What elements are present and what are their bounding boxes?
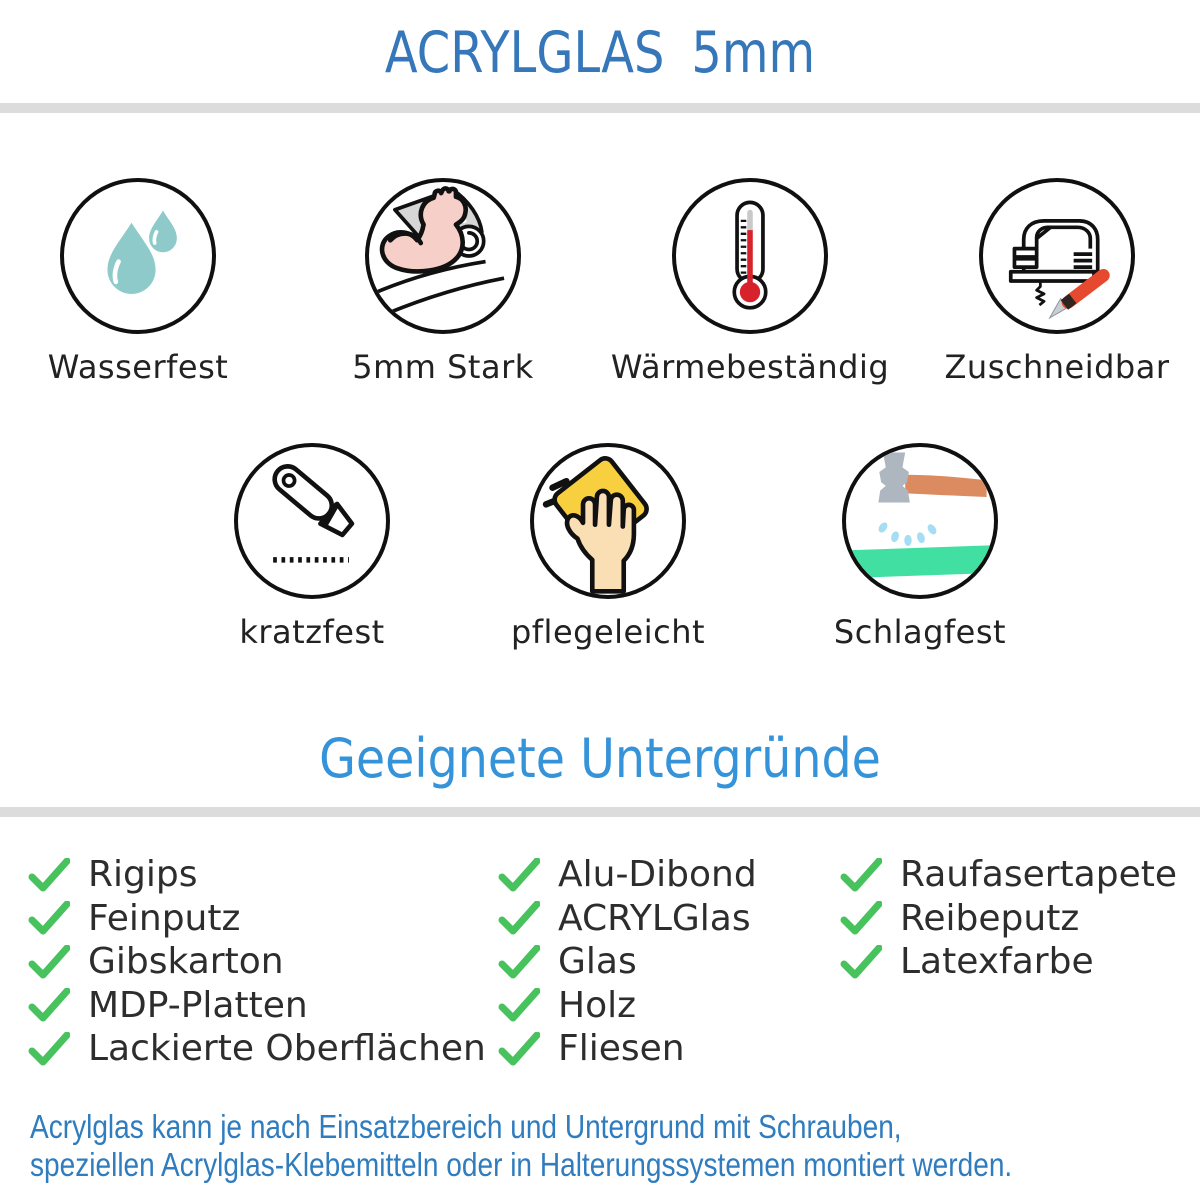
check-icon <box>498 1032 540 1066</box>
surface-label: Reibeputz <box>900 897 1080 939</box>
cleaning-hand-cloth-icon <box>530 443 686 599</box>
check-icon <box>840 901 882 935</box>
surface-label: Feinputz <box>88 897 241 939</box>
feature-5mm-stark <box>293 178 593 386</box>
hammer-impact-icon <box>842 443 998 599</box>
list-item <box>28 897 486 941</box>
surface-column-1 <box>28 853 486 1071</box>
feature-label: Wärmebeständig <box>610 348 890 386</box>
divider-bar <box>0 103 1200 113</box>
surface-label: MDP-Platten <box>88 984 308 1026</box>
section-title-untergruende: Geeignete Untergründe <box>319 727 881 790</box>
surface-label: Glas <box>558 941 637 983</box>
check-icon <box>498 901 540 935</box>
surface-label: Latexfarbe <box>900 941 1094 983</box>
list-item <box>28 1027 486 1071</box>
check-icon <box>28 901 70 935</box>
mounting-note-line2: speziellen Acrylglas-Klebemitteln oder in Halterungssystemen montiert werden. <box>30 1146 1013 1183</box>
water-drops-icon <box>60 178 216 334</box>
mounting-note-line1: Acrylglas kann je nach Einsatzbereich und Untergrund mit Schrauben, <box>30 1108 902 1145</box>
feature-waermebestaendig <box>600 178 900 386</box>
feature-schlagfest <box>770 443 1070 651</box>
surface-label: Holz <box>558 984 636 1026</box>
feature-label: Wasserfest <box>47 348 229 386</box>
list-item <box>498 853 757 897</box>
surface-label: Fliesen <box>558 1028 685 1070</box>
page-title: ACRYLGLAS 5mm <box>384 20 816 86</box>
feature-label: Zuschneidbar <box>944 348 1170 386</box>
check-icon <box>840 945 882 979</box>
list-item <box>840 940 1177 984</box>
surface-label: Gibskarton <box>88 941 284 983</box>
check-icon <box>28 1032 70 1066</box>
feature-zuschneidbar <box>907 178 1200 386</box>
list-item <box>498 984 757 1028</box>
feature-label: Schlagfest <box>833 613 1007 651</box>
list-item <box>498 1027 757 1071</box>
jigsaw-cutter-icon <box>979 178 1135 334</box>
surface-label: ACRYLGlas <box>558 897 751 939</box>
thermometer-icon <box>672 178 828 334</box>
surface-column-3 <box>840 853 1177 984</box>
list-item <box>28 853 486 897</box>
feature-wasserfest <box>0 178 288 386</box>
check-icon <box>498 988 540 1022</box>
list-item <box>28 984 486 1028</box>
utility-knife-icon <box>234 443 390 599</box>
mounting-note <box>30 1108 1012 1184</box>
list-item <box>498 940 757 984</box>
feature-kratzfest <box>162 443 462 651</box>
feature-pflegeleicht <box>458 443 758 651</box>
divider-bar <box>0 807 1200 817</box>
check-icon <box>28 858 70 892</box>
check-icon <box>840 858 882 892</box>
feature-label: 5mm Stark <box>352 348 534 386</box>
flexed-biceps-roll-icon <box>365 178 521 334</box>
list-item <box>28 940 486 984</box>
check-icon <box>28 945 70 979</box>
feature-label: kratzfest <box>239 613 385 651</box>
check-icon <box>498 858 540 892</box>
list-item <box>498 897 757 941</box>
list-item <box>840 853 1177 897</box>
surface-label: Raufasertapete <box>900 854 1177 896</box>
surface-column-2 <box>498 853 757 1071</box>
surface-label: Rigips <box>88 854 198 896</box>
surface-label: Alu-Dibond <box>558 854 757 896</box>
check-icon <box>498 945 540 979</box>
surface-label: Lackierte Oberflächen <box>88 1028 486 1070</box>
list-item <box>840 897 1177 941</box>
check-icon <box>28 988 70 1022</box>
feature-label: pflegeleicht <box>510 613 706 651</box>
